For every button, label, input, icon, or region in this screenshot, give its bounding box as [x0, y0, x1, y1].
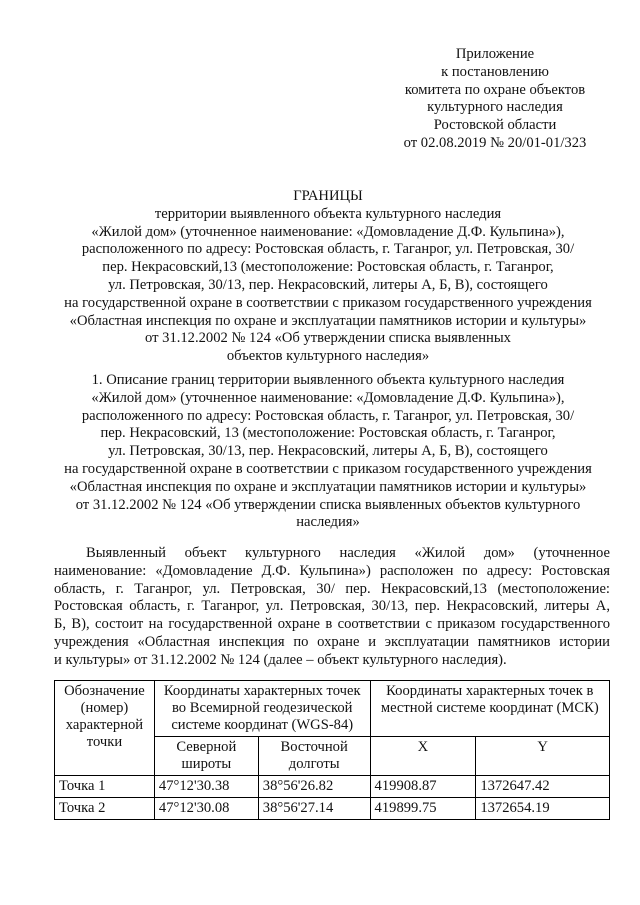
- appendix-line: комитета по охране объектов: [404, 81, 586, 98]
- cell-x: 419899.75: [370, 798, 476, 820]
- paragraph-line: Ростовская область, г. Таганрог, ул. Петровская, 30/13, пер. Некрасовский, литеры А,: [54, 598, 610, 615]
- appendix-header: [400, 46, 590, 153]
- paragraph-line: учреждения «Областная инспекция по охране и эксплуатации памятников истории: [54, 633, 610, 650]
- title-heading: ГРАНИЦЫ: [293, 188, 363, 204]
- section-line: от 31.12.2002 № 124 «Об утверждении списка выявленных объектов культурного: [75, 496, 581, 513]
- subheader-east: Восточной долготы: [258, 737, 370, 776]
- header-wgs: Координаты характерных точек во Всемирной геодезической системе координат (WGS-84): [154, 681, 370, 737]
- title-line: территории выявленного объекта культурного наследия: [154, 205, 502, 222]
- title-line: расположенного по адресу: Ростовская область, г. Таганрог, ул. Петровская, 30/: [81, 241, 575, 258]
- table-row: [55, 776, 610, 798]
- appendix-line: Ростовской области: [433, 117, 557, 134]
- section-line: ул. Петровская, 30/13, пер. Некрасовский, литеры А, Б, В), состоящего: [108, 443, 548, 460]
- cell-east: 38°56'26.82: [258, 776, 370, 798]
- appendix-line: к постановлению: [441, 63, 549, 80]
- paragraph-line: Б, В), состоит на государственной охране в соответствии с приказом государственного: [54, 616, 610, 633]
- paragraph-line: и культуры» от 31.12.2002 № 124 (далее – объект культурного наследия).: [54, 651, 507, 668]
- document-title: [40, 188, 616, 366]
- paragraph-line: область, г. Таганрог, ул. Петровская, 30/ пер. Некрасовский,13 (местоположение:: [54, 580, 610, 597]
- title-line: пер. Некрасовский,13 (местоположение: Ростовская область, г. Таганрог,: [102, 259, 554, 276]
- section-line: пер. Некрасовский, 13 (местоположение: Ростовская область, г. Таганрог,: [100, 425, 556, 442]
- section-line: наследия»: [296, 514, 360, 531]
- cell-east: 38°56'27.14: [258, 798, 370, 820]
- coordinates-table: [54, 680, 610, 820]
- cell-y: 1372647.42: [476, 776, 610, 798]
- section-line: «Жилой дом» (уточненное наименование: «Домовладение Д.Ф. Кульпина»),: [91, 389, 565, 406]
- section-line: «Областная инспекция по охране и эксплуатации памятников истории и культуры»: [69, 478, 587, 495]
- header-msk: Координаты характерных точек в местной системе координат (МСК): [370, 681, 609, 737]
- paragraph-line: Выявленный объект культурного наследия «Жилой дом» (уточненное: [86, 545, 610, 561]
- body-paragraph: [54, 545, 610, 670]
- paragraph-line: наименование: «Домовладение Д.Ф. Кульпина») расположен по адресу: Ростовская: [54, 562, 610, 579]
- cell-y: 1372654.19: [476, 798, 610, 820]
- title-line: объектов культурного наследия»: [226, 348, 430, 365]
- cell-point: Точка 2: [55, 798, 155, 820]
- table-header-row: [55, 681, 610, 737]
- title-line: на государственной охране в соответствии с приказом государственного учреждения: [64, 294, 592, 311]
- section-1-heading: [40, 372, 616, 532]
- subheader-x: X: [370, 737, 476, 776]
- section-line: 1. Описание границ территории выявленного объекта культурного наследия: [91, 372, 565, 388]
- subheader-y: Y: [476, 737, 610, 776]
- cell-x: 419908.87: [370, 776, 476, 798]
- title-line: «Областная инспекция по охране и эксплуатации памятников истории и культуры»: [69, 312, 587, 329]
- section-line: расположенного по адресу: Ростовская область, г. Таганрог, ул. Петровская, 30/: [81, 407, 575, 424]
- appendix-line: культурного наследия: [427, 99, 563, 116]
- cell-north: 47°12'30.08: [154, 798, 258, 820]
- section-line: на государственной охране в соответствии с приказом государственного учреждения: [64, 460, 592, 477]
- appendix-line: Приложение: [455, 46, 535, 62]
- cell-point: Точка 1: [55, 776, 155, 798]
- title-line: «Жилой дом» (уточненное наименование: «Домовладение Д.Ф. Кульпина»),: [91, 223, 565, 240]
- title-line: от 31.12.2002 № 124 «Об утверждении списка выявленных: [145, 330, 511, 347]
- table-row: [55, 798, 610, 820]
- appendix-line: от 02.08.2019 № 20/01-01/323: [403, 134, 587, 151]
- title-line: ул. Петровская, 30/13, пер. Некрасовский, литеры А, Б, В), состоящего: [108, 276, 548, 293]
- header-point: Обозначение (номер) характерной точки: [55, 681, 155, 776]
- cell-north: 47°12'30.38: [154, 776, 258, 798]
- subheader-north: Северной широты: [154, 737, 258, 776]
